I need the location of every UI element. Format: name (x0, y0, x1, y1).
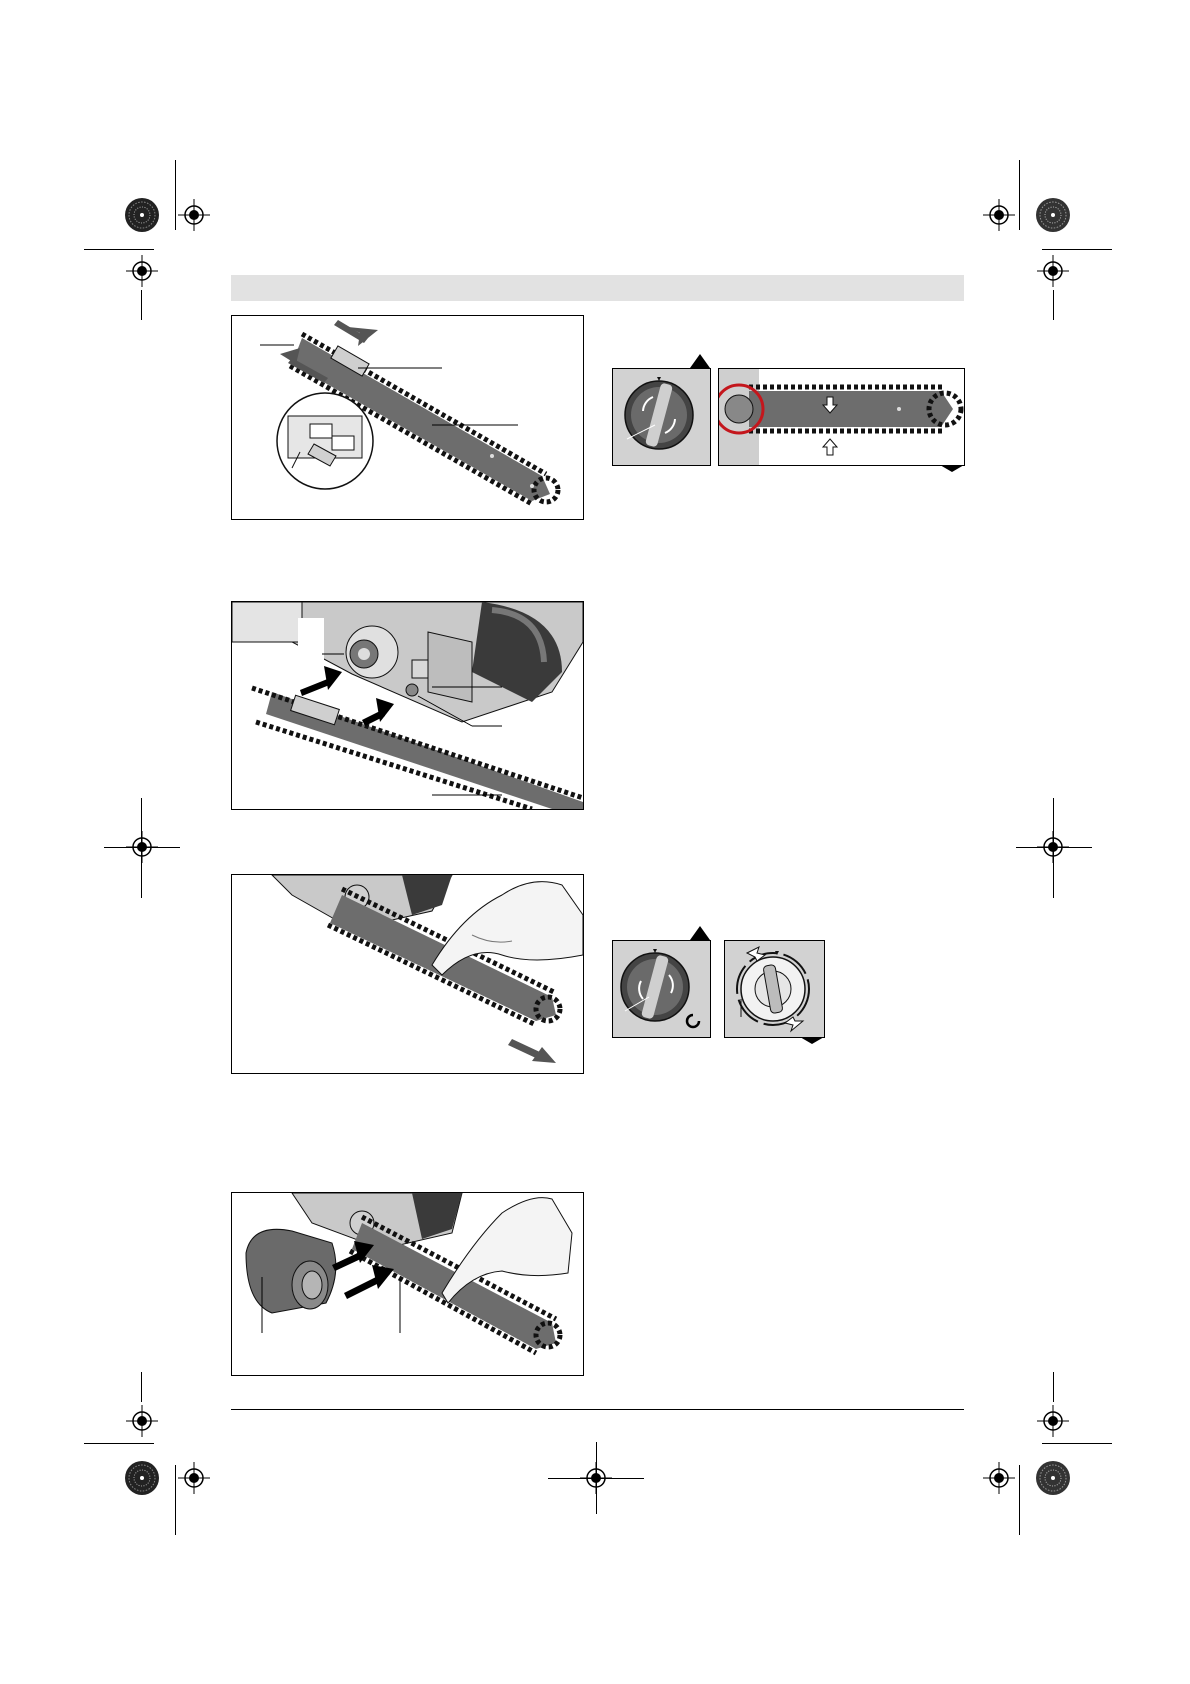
figure-chain-direction (231, 315, 584, 520)
crop-mark-bottom-right-v2 (1019, 1465, 1020, 1535)
figure-knob-tension-check (612, 354, 964, 472)
knob-panel-locked (612, 940, 711, 1038)
arrow-icon (362, 698, 394, 726)
knob-panel (612, 368, 711, 466)
corner-marker (690, 926, 710, 940)
crop-mark-bottom-right-h (1042, 1443, 1112, 1444)
crop-mark-top-left-vertical (175, 160, 176, 230)
figure-tension-chain (231, 874, 584, 1074)
color-wheel-icon (1035, 1460, 1071, 1496)
knob-panel-released (724, 940, 825, 1038)
crop-mark-top-right-horizontal (1042, 249, 1112, 250)
crop-mark-top-right-vertical (1019, 160, 1020, 230)
registration-mark-icon (126, 255, 158, 287)
crop-mark-bottom-left-v2 (175, 1465, 176, 1535)
chain-bar-panel (718, 368, 965, 466)
crop-mark-mid-left (141, 798, 142, 898)
registration-mark-icon (983, 1462, 1015, 1494)
arrow-icon (508, 1039, 556, 1063)
registration-mark-icon (178, 199, 210, 231)
header-bar (231, 275, 964, 301)
registration-mark-icon (1037, 1405, 1069, 1437)
magnifier-detail (277, 393, 373, 489)
crop-mark-mid-left-h (104, 847, 180, 848)
arrow-icon (823, 439, 837, 455)
label-mask (298, 618, 324, 662)
figure-mount-chain-bar (231, 601, 584, 810)
rotate-icon (687, 1015, 699, 1027)
chain-bar (252, 688, 583, 809)
crop-mark-left-vertical (141, 290, 142, 320)
figure-knob-rotation (612, 926, 824, 1044)
arrow-icon (344, 1265, 394, 1299)
color-wheel-icon (1035, 197, 1071, 233)
footer-text (231, 1414, 964, 1428)
corner-marker (940, 465, 964, 472)
crop-mark-right-vertical (1053, 290, 1054, 320)
gloved-hand (442, 1198, 572, 1303)
crop-mark-mid-right-h (1016, 847, 1092, 848)
crop-mark-mid-right (1053, 798, 1054, 898)
figure-attach-cover (231, 1192, 584, 1376)
arrow-icon (785, 1017, 803, 1031)
color-wheel-icon (124, 1460, 160, 1496)
footer-rule (231, 1409, 964, 1410)
gloved-hand (432, 882, 583, 975)
chain-cover (246, 1229, 336, 1313)
crop-mark-bottom-left-vertical (141, 1372, 142, 1402)
arrow-icon (300, 666, 342, 696)
registration-mark-icon (126, 1405, 158, 1437)
registration-mark-icon (1037, 255, 1069, 287)
corner-marker (800, 1037, 824, 1044)
crop-mark-bottom-center-h (548, 1478, 644, 1479)
corner-marker (690, 354, 710, 368)
registration-mark-icon (178, 1462, 210, 1494)
color-wheel-icon (124, 197, 160, 233)
crop-mark-top-left-horizontal (84, 249, 154, 250)
arrow-icon (334, 320, 378, 346)
registration-mark-icon (983, 199, 1015, 231)
crop-mark-bottom-left-h (84, 1443, 154, 1444)
crop-mark-bottom-right-vertical (1053, 1372, 1054, 1402)
